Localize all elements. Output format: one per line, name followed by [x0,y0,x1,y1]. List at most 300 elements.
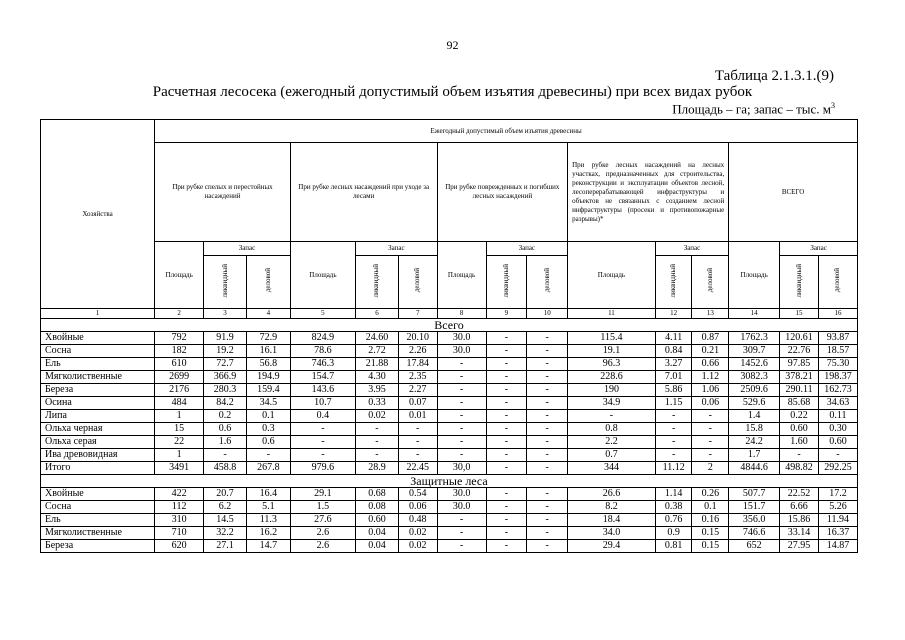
header-liquid [204,256,247,309]
table-cell: - [527,462,568,475]
table-cell: 16.37 [818,527,857,540]
table-cell: 0.07 [398,397,437,410]
table-row [41,449,858,462]
table-cell: 2 [692,462,729,475]
table-cell: - [290,449,355,462]
table-cell: 56.8 [246,358,290,371]
table-cell: - [486,501,527,514]
table-cell: 34.0 [568,527,656,540]
header-group-total: ВСЕГО [729,143,858,242]
table-cell: 0.1 [246,410,290,423]
table-cell: - [437,449,486,462]
header-top: Ежегодный допустимый объем изъятия древесины [155,120,858,143]
row-name: Ель [41,358,155,371]
table-cell: 22.45 [398,462,437,475]
table-row [41,488,858,501]
table-cell: 7.01 [655,371,692,384]
table-cell: 0.3 [246,423,290,436]
table-cell: 112 [155,501,204,514]
table-cell: - [655,410,692,423]
table-cell: 0.4 [290,410,355,423]
header-business [818,256,857,309]
table-cell: - [437,423,486,436]
table-cell: 75.30 [818,358,857,371]
table-row [41,462,858,475]
table-cell: 5.1 [246,501,290,514]
table-cell: - [527,332,568,345]
table-cell: 30.0 [437,345,486,358]
table-cell: 34.5 [246,397,290,410]
header-business-text: деловой [413,268,422,293]
column-number: 1 [41,309,155,319]
table-cell: 84.2 [204,397,247,410]
table-cell: 2699 [155,371,204,384]
table-cell: 20.10 [398,332,437,345]
table-cell: 115.4 [568,332,656,345]
table-cell: 2.26 [398,345,437,358]
table-cell: 16.1 [246,345,290,358]
table-cell: - [437,410,486,423]
row-name: Ель [41,514,155,527]
table-cell: - [398,436,437,449]
table-cell: - [398,449,437,462]
table-cell: 85.68 [780,397,819,410]
table-title: Расчетная лесосека (ежегодный допустимый объем изъятия древесины) при всех видах рубок [152,84,753,100]
table-cell: 1.7 [729,449,780,462]
table-cell: - [437,358,486,371]
table-cell: 0.60 [818,436,857,449]
header-group-mature: При рубке спелых и перестойных насаждений [155,143,291,242]
table-cell: 2176 [155,384,204,397]
table-row [41,332,858,345]
header-farm: Хозяйства [41,120,155,309]
table-cell: - [356,436,399,449]
table-cell: - [437,540,486,553]
table-cell: 4844.6 [729,462,780,475]
table-cell: 26.6 [568,488,656,501]
column-number: 13 [692,309,729,319]
table-cell: 3.27 [655,358,692,371]
page-number: 92 [446,38,459,52]
table-row [41,514,858,527]
row-name: Осина [41,397,155,410]
table-cell: 0.8 [568,423,656,436]
table-cell: - [527,449,568,462]
table-cell: 17.2 [818,488,857,501]
table-cell: 6.66 [780,501,819,514]
header-liquid-text: ликвидный [372,263,381,298]
table-cell: 0.21 [692,345,729,358]
table-cell: 746.6 [729,527,780,540]
table-cell: 792 [155,332,204,345]
section-title: Защитные леса [41,475,858,488]
table-cell: 0.68 [356,488,399,501]
table-cell: 6.2 [204,501,247,514]
table-number: Таблица 2.1.3.1.(9) [714,68,834,84]
table-cell: - [527,423,568,436]
header-business-text: деловой [705,268,714,293]
header-liquid-text: ликвидный [501,263,510,298]
table-cell: - [486,488,527,501]
table-cell: 310 [155,514,204,527]
table-cell: 24.60 [356,332,399,345]
table-cell: - [818,449,857,462]
table-cell: 0.02 [356,410,399,423]
table-cell: 0.15 [692,540,729,553]
table-cell: - [437,371,486,384]
table-cell: 280.3 [204,384,247,397]
table-row [41,410,858,423]
table-cell: 15 [155,423,204,436]
header-stock: Запас [356,242,438,256]
table-cell: 309.7 [729,345,780,358]
table-cell: 529.6 [729,397,780,410]
table-cell: 0.02 [398,527,437,540]
table-cell: - [437,514,486,527]
table-cell: - [655,423,692,436]
table-cell: - [655,449,692,462]
header-liquid-text: ликвидный [220,263,229,298]
header-business-text: деловой [542,268,551,293]
table-cell: - [527,358,568,371]
table-cell: - [486,332,527,345]
header-liquid [356,256,399,309]
table-cell: 0.16 [692,514,729,527]
table-row [41,371,858,384]
table-cell: 290.11 [780,384,819,397]
header-business [527,256,568,309]
table-cell: - [486,527,527,540]
table-cell: 32.2 [204,527,247,540]
table-cell: 0.15 [692,527,729,540]
table-cell: 0.6 [246,436,290,449]
table-cell: - [692,410,729,423]
row-name: Ива древовидная [41,449,155,462]
table-cell: 93.87 [818,332,857,345]
table-cell: 3491 [155,462,204,475]
table-cell: 91.9 [204,332,247,345]
table-cell: 14.5 [204,514,247,527]
row-name: Ольха серая [41,436,155,449]
table-cell: - [527,384,568,397]
table-cell: 0.38 [655,501,692,514]
table-cell: 2.72 [356,345,399,358]
column-number: 12 [655,309,692,319]
table-cell: 267.8 [246,462,290,475]
row-name: Сосна [41,501,155,514]
header-area: Площадь [290,242,355,309]
table-cell: 344 [568,462,656,475]
column-number: 11 [568,309,656,319]
table-cell: 1.15 [655,397,692,410]
table-cell: 228.6 [568,371,656,384]
table-cell: 746.3 [290,358,355,371]
table-cell: 0.6 [204,423,247,436]
table-cell: 0.48 [398,514,437,527]
table-row [41,345,858,358]
table-cell: - [486,384,527,397]
table-cell: 0.08 [356,501,399,514]
table-cell: - [486,371,527,384]
table-cell: 11.12 [655,462,692,475]
table-cell: 0.26 [692,488,729,501]
table-cell: 1.12 [692,371,729,384]
header-liquid-text: ликвидный [669,263,678,298]
table-cell: - [527,345,568,358]
table-cell: 2.2 [568,436,656,449]
table-cell: 0.54 [398,488,437,501]
row-name: Хвойные [41,488,155,501]
header-area: Площадь [729,242,780,309]
table-cell: 190 [568,384,656,397]
header-stock: Запас [486,242,568,256]
table-cell: 1452.6 [729,358,780,371]
row-name: Итого [41,462,155,475]
table-cell: 0.04 [356,540,399,553]
table-cell: 652 [729,540,780,553]
table-cell: 458.8 [204,462,247,475]
header-liquid [780,256,819,309]
table-cell: 378.21 [780,371,819,384]
table-cell: 610 [155,358,204,371]
lesoseka-table [40,119,858,553]
table-cell: 20.7 [204,488,247,501]
table-cell: - [290,423,355,436]
table-cell: 29.4 [568,540,656,553]
column-number: 14 [729,309,780,319]
table-cell: 0.60 [780,423,819,436]
table-cell: - [568,410,656,423]
table-cell: 19.2 [204,345,247,358]
table-cell: - [290,436,355,449]
table-cell: 30,0 [437,462,486,475]
header-business [692,256,729,309]
table-cell: 422 [155,488,204,501]
table-cell: - [527,514,568,527]
table-cell: 0.81 [655,540,692,553]
table-cell: 18.57 [818,345,857,358]
column-number: 16 [818,309,857,319]
table-row [41,423,858,436]
header-area: Площадь [437,242,486,309]
table-cell: - [527,501,568,514]
table-cell: - [527,371,568,384]
table-cell: - [486,423,527,436]
table-row [41,527,858,540]
table-cell: 0.60 [356,514,399,527]
table-cell: 4.30 [356,371,399,384]
table-cell: - [486,436,527,449]
table-cell: 17.84 [398,358,437,371]
table-cell: 1.06 [692,384,729,397]
header-stock: Запас [655,242,728,256]
table-cell: 979.6 [290,462,355,475]
table-cell: 2.6 [290,540,355,553]
table-cell: 78.6 [290,345,355,358]
table-cell: 30.0 [437,332,486,345]
table-cell: - [486,345,527,358]
table-cell: - [486,449,527,462]
table-row [41,436,858,449]
table-cell: 4.11 [655,332,692,345]
header-business-text: деловой [833,268,842,293]
table-cell: 3082.3 [729,371,780,384]
header-stock: Запас [780,242,858,256]
column-number: 7 [398,309,437,319]
table-cell: - [486,462,527,475]
table-cell: 5.86 [655,384,692,397]
header-group-care: При рубке лесных насаждений при уходе за лесами [290,143,437,242]
table-cell: - [527,436,568,449]
table-cell: - [437,436,486,449]
table-cell: - [692,436,729,449]
column-number-row [41,309,858,319]
table-cell: 2509.6 [729,384,780,397]
table-cell: 0.30 [818,423,857,436]
table-cell: 620 [155,540,204,553]
table-cell: 2.35 [398,371,437,384]
table-cell: - [356,423,399,436]
table-cell: 5.26 [818,501,857,514]
table-cell: - [204,449,247,462]
table-cell: 120.61 [780,332,819,345]
table-cell: 1.60 [780,436,819,449]
table-cell: - [527,397,568,410]
table-cell: - [437,397,486,410]
header-business [246,256,290,309]
table-row [41,540,858,553]
table-cell: 1 [155,449,204,462]
table-cell: 2.6 [290,527,355,540]
header-business [398,256,437,309]
table-cell: 16.2 [246,527,290,540]
table-cell: - [437,527,486,540]
table-cell: - [486,410,527,423]
table-cell: 182 [155,345,204,358]
table-cell: 1762.3 [729,332,780,345]
column-number: 6 [356,309,399,319]
table-cell: 824.9 [290,332,355,345]
table-cell: 18.4 [568,514,656,527]
table-cell: 1.14 [655,488,692,501]
header-business-text: деловой [263,268,272,293]
table-cell: 0.22 [780,410,819,423]
table-cell: 0.06 [398,501,437,514]
header-group-infrastructure: При рубке лесных насаждений на лесных участках, предназначенных для строительства, реконструкции и эксплуатации объектов лесной, лесоперерабатывающей инфраструктуры и объектов не связанных с созданием лесной инфраструктуры (просеки и противопожарные разрывы)* [568,143,729,242]
table-cell: 0.87 [692,332,729,345]
table-cell: 72.9 [246,332,290,345]
table-cell: 0.76 [655,514,692,527]
units-superscript: 3 [831,101,835,110]
row-name: Береза [41,540,155,553]
row-name: Мягколиственные [41,527,155,540]
table-cell: - [486,397,527,410]
table-cell: 0.66 [692,358,729,371]
table-cell: 28.9 [356,462,399,475]
table-cell: 24.2 [729,436,780,449]
table-cell: 11.3 [246,514,290,527]
table-cell: - [246,449,290,462]
table-cell: 151.7 [729,501,780,514]
table-cell: - [527,410,568,423]
table-cell: 27.95 [780,540,819,553]
header-stock: Запас [204,242,291,256]
table-row [41,384,858,397]
table-cell: 0.01 [398,410,437,423]
row-name: Ольха черная [41,423,155,436]
column-number: 9 [486,309,527,319]
table-cell: 96.3 [568,358,656,371]
table-cell: 34.9 [568,397,656,410]
table-cell: 1.4 [729,410,780,423]
table-cell: 0.1 [692,501,729,514]
table-cell: 0.11 [818,410,857,423]
table-cell: - [692,449,729,462]
section-row [41,475,858,488]
table-cell: - [486,540,527,553]
section-row [41,319,858,332]
section-title: Всего [41,319,858,332]
table-cell: - [486,358,527,371]
table-cell: 159.4 [246,384,290,397]
table-cell: 19.1 [568,345,656,358]
row-name: Липа [41,410,155,423]
table-cell: 0.7 [568,449,656,462]
table-cell: 27.6 [290,514,355,527]
table-cell: 97.85 [780,358,819,371]
table-body [41,309,858,553]
table-cell: 33.14 [780,527,819,540]
table-cell: - [527,540,568,553]
table-cell: 0.06 [692,397,729,410]
units-note [672,101,835,117]
header-liquid-text: ликвидный [794,263,803,298]
table-cell: 0.04 [356,527,399,540]
column-number: 2 [155,309,204,319]
table-cell: - [437,384,486,397]
units-text: Площадь – га; запас – тыс. м [672,101,831,117]
table-cell: 16.4 [246,488,290,501]
table-cell: 14.7 [246,540,290,553]
table-cell: - [527,488,568,501]
table-cell: 15.86 [780,514,819,527]
row-name: Мягколиственные [41,371,155,384]
table-cell: 1 [155,410,204,423]
table-cell: 15.8 [729,423,780,436]
column-number: 5 [290,309,355,319]
table-cell: 0.33 [356,397,399,410]
table-cell: - [655,436,692,449]
column-number: 3 [204,309,247,319]
table-cell: 34.63 [818,397,857,410]
table-cell: - [692,423,729,436]
table-row [41,397,858,410]
table-cell: 22.76 [780,345,819,358]
row-name: Хвойные [41,332,155,345]
table-cell: 0.02 [398,540,437,553]
table-cell: 27.1 [204,540,247,553]
table-cell: 507.7 [729,488,780,501]
table-cell: 143.6 [290,384,355,397]
table-cell: 30.0 [437,488,486,501]
table-cell: 1.5 [290,501,355,514]
table-cell: 0.2 [204,410,247,423]
header-group-damaged: При рубке поврежденных и погибших лесных насаждений [437,143,568,242]
table-cell: 10.7 [290,397,355,410]
table-cell: 498.82 [780,462,819,475]
header-liquid [655,256,692,309]
column-number: 15 [780,309,819,319]
